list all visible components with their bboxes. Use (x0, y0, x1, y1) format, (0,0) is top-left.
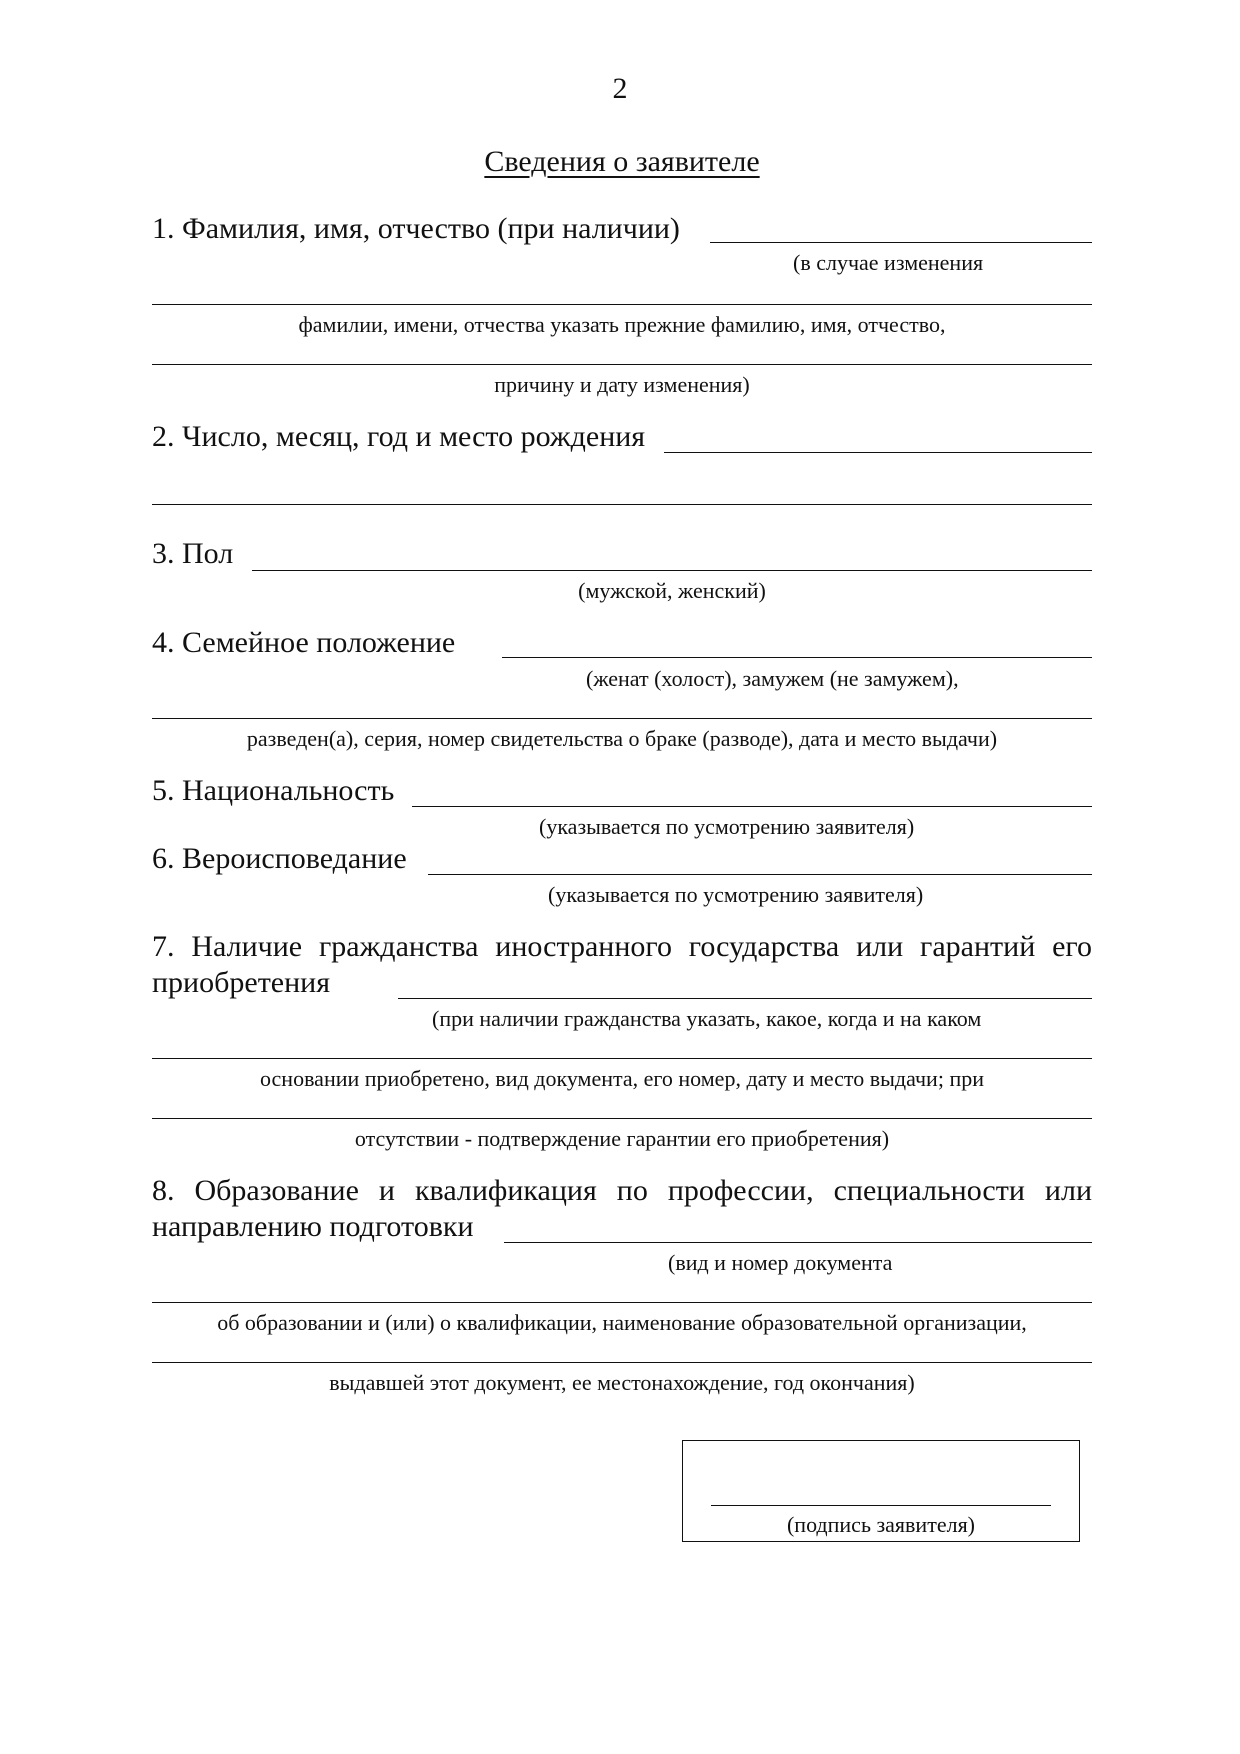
item-8-hint: выдавшей этот документ, ее местонахождение, год окончания) (329, 1370, 915, 1395)
item-7-hint: основании приобретено, вид документа, его номер, дату и место выдачи; при (259, 1066, 985, 1091)
item-4-label: 4. Семейное положение (152, 626, 456, 659)
page-title: Сведения о заявителе (484, 145, 760, 178)
item-5-field-line[interactable] (412, 806, 1092, 807)
item-1-hint: (в случае изменения (793, 250, 984, 275)
item-8-hint: об образовании и (или) о квалификации, наименование образовательной организации, (217, 1310, 1027, 1335)
item-1-field-line[interactable] (710, 242, 1092, 243)
item-1-field-line-3[interactable] (152, 364, 1092, 365)
item-8-field-line[interactable] (504, 1242, 1092, 1243)
item-6-label: 6. Вероисповедание (152, 842, 407, 875)
item-4-field-line-2[interactable] (152, 718, 1092, 719)
item-5-label: 5. Национальность (152, 774, 395, 807)
item-7-field-line-3[interactable] (152, 1118, 1092, 1119)
item-4-hint: разведен(а), серия, номер свидетельства о браке (разводе), дата и место выдачи) (246, 726, 998, 751)
item-8-field-line-3[interactable] (152, 1362, 1092, 1363)
signature-line[interactable] (711, 1505, 1051, 1506)
item-5-hint: (указывается по усмотрению заявителя) (539, 814, 915, 839)
item-2-field-line-2[interactable] (152, 504, 1092, 505)
item-8-label: 8. Образование и квалификация по профессии, специальности или (152, 1174, 1092, 1207)
item-7-hint: отсутствии - подтверждение гарантии его приобретения) (354, 1126, 890, 1151)
item-4-field-line[interactable] (502, 657, 1092, 658)
item-6-hint: (указывается по усмотрению заявителя) (548, 882, 924, 907)
item-7-field-line[interactable] (398, 998, 1092, 999)
item-1-hint: причину и дату изменения) (494, 372, 750, 397)
signature-caption: (подпись заявителя) (786, 1512, 976, 1537)
item-8-label-cont: направлению подготовки (152, 1210, 474, 1243)
item-3-label: 3. Пол (152, 537, 234, 570)
item-3-hint: (мужской, женский) (578, 578, 766, 603)
item-7-hint: (при наличии гражданства указать, какое, когда и на каком (432, 1006, 982, 1031)
item-7-field-line-2[interactable] (152, 1058, 1092, 1059)
item-2-field-line[interactable] (664, 452, 1092, 453)
item-7-label: 7. Наличие гражданства иностранного государства или гарантий его (152, 930, 1092, 963)
item-8-field-line-2[interactable] (152, 1302, 1092, 1303)
item-6-field-line[interactable] (428, 874, 1092, 875)
item-2-label: 2. Число, месяц, год и место рождения (152, 420, 646, 453)
item-8-hint: (вид и номер документа (668, 1250, 893, 1275)
item-3-field-line[interactable] (252, 570, 1092, 571)
item-1-field-line-2[interactable] (152, 304, 1092, 305)
item-1-label: 1. Фамилия, имя, отчество (при наличии) (152, 212, 680, 245)
item-1-hint: фамилии, имени, отчества указать прежние фамилию, имя, отчество, (298, 312, 946, 337)
page-number: 2 (612, 72, 628, 105)
item-7-label-cont: приобретения (152, 966, 331, 999)
signature-box (682, 1440, 1080, 1542)
item-4-hint: (женат (холост), замужем (не замужем), (586, 666, 959, 691)
